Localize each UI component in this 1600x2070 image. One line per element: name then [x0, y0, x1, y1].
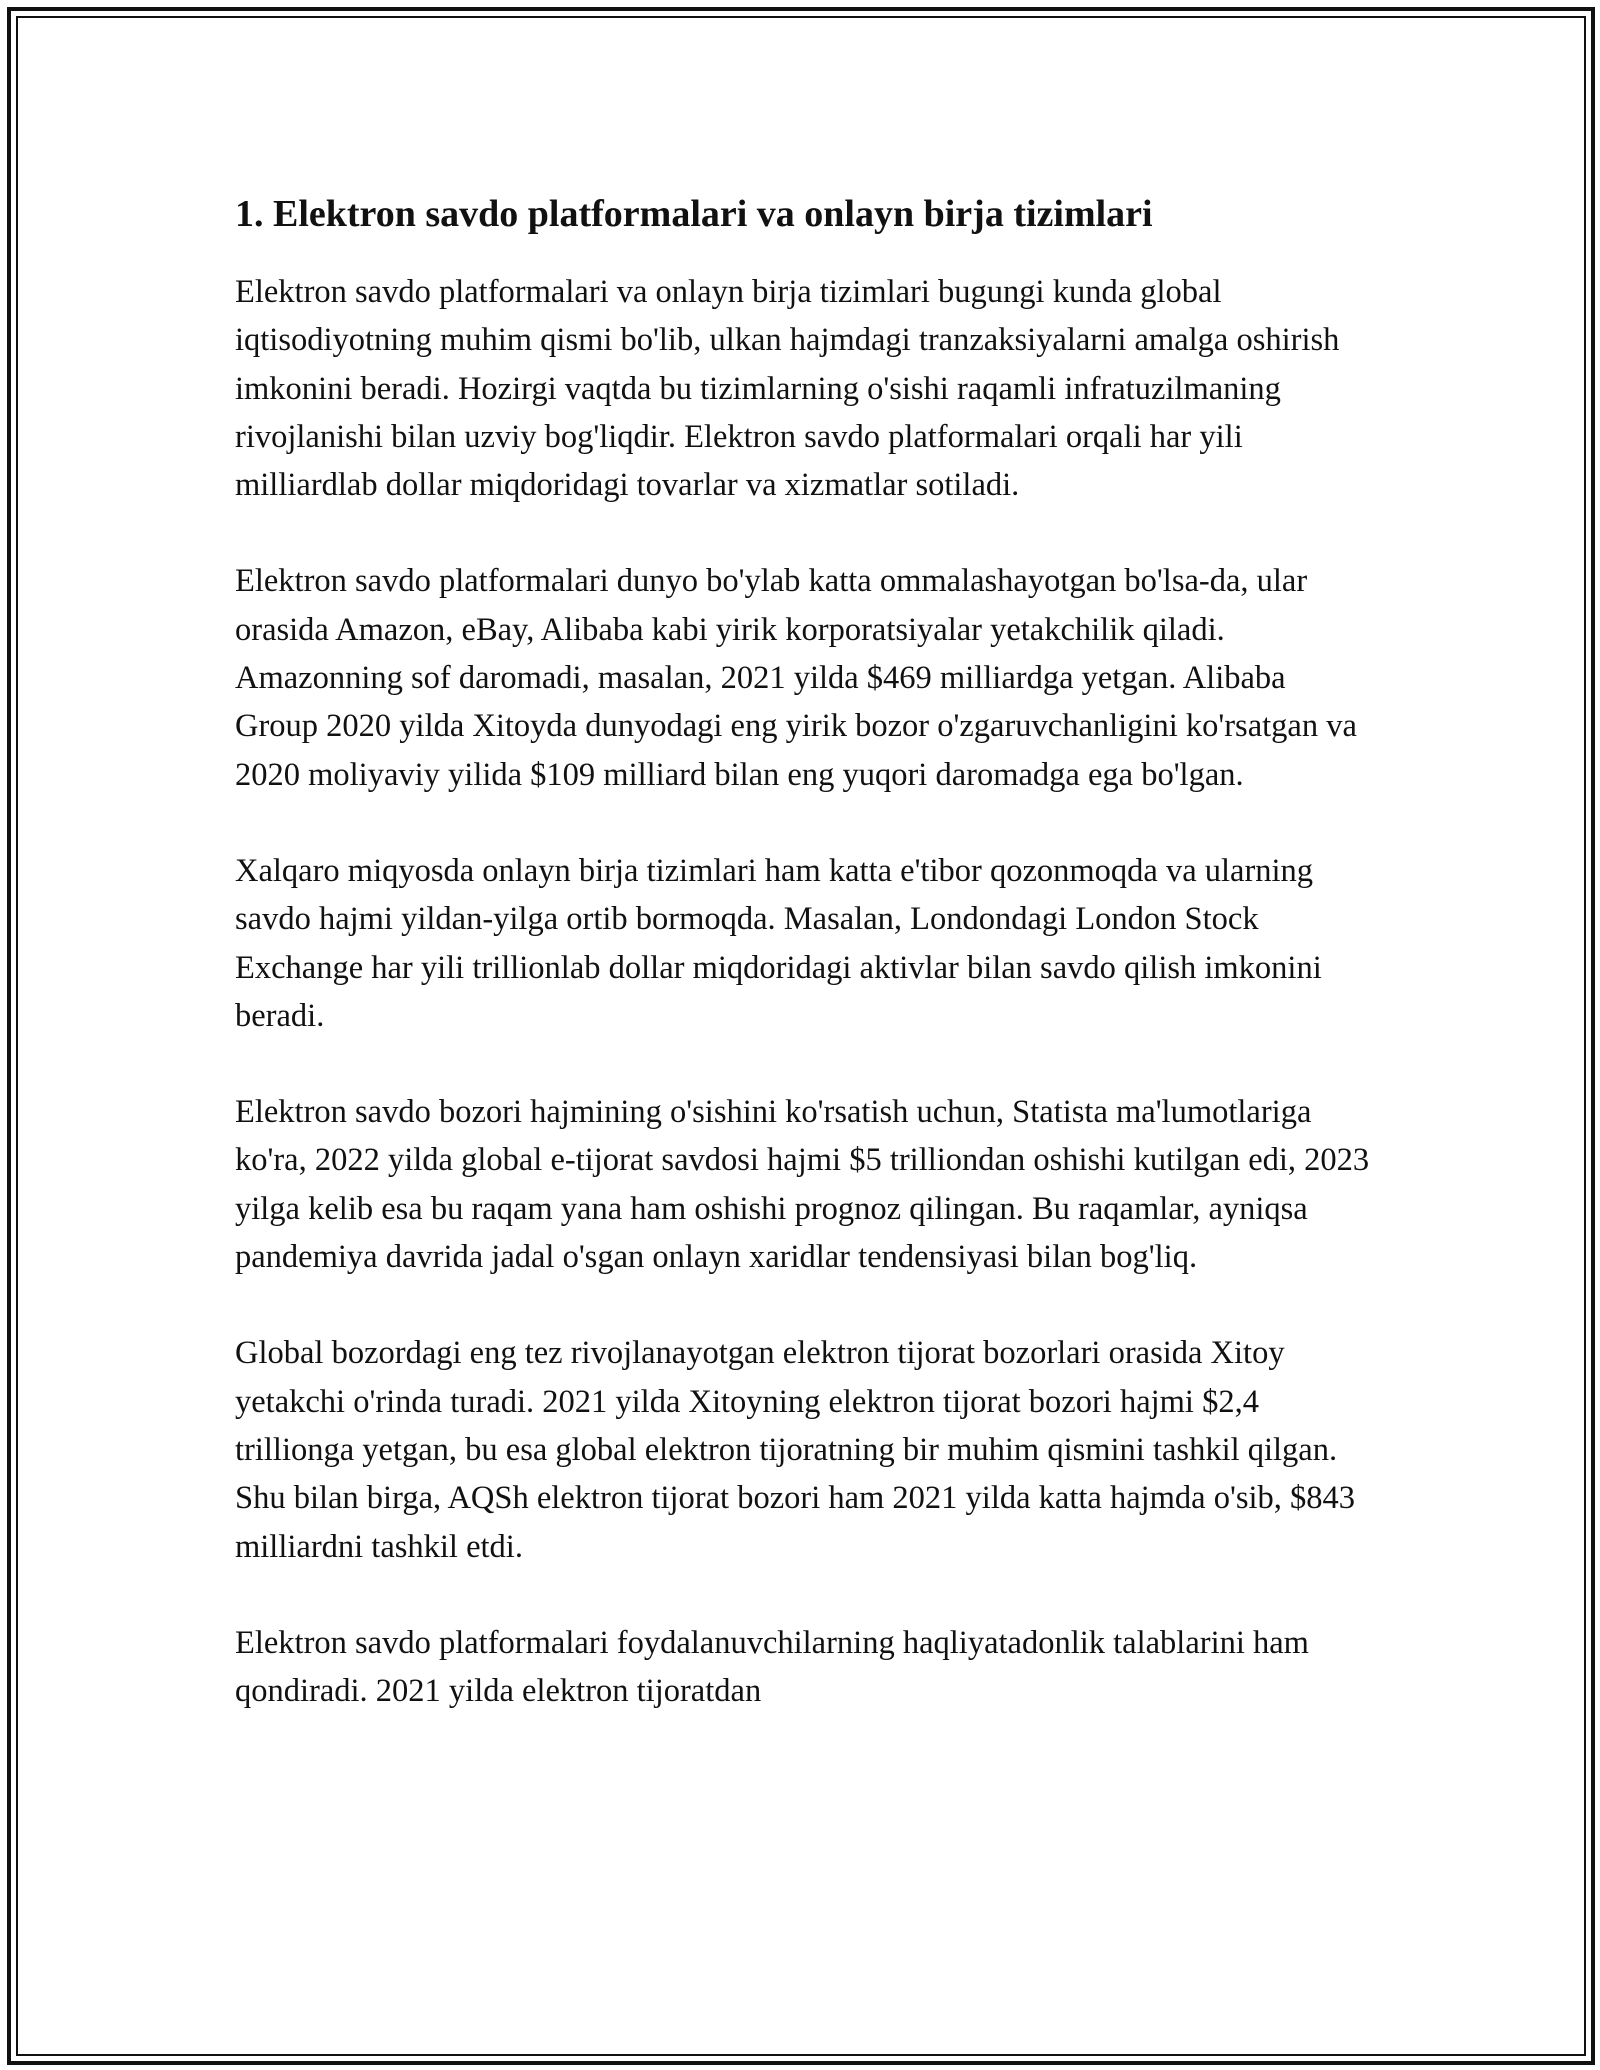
- document-body: [235, 188, 1370, 1763]
- paragraph-4: Elektron savdo bozori hajmining o'sishini ko'rsatish uchun, Statista ma'lumotlariga ko'ra, 2022 yilda global e-tijorat savdosi hajmi $5 trilliondan oshishi kutilgan edi, 2023 yilga kelib esa bu raqam yana ham oshishi prognoz qilingan. Bu raqamlar, ayniqsa pandemiya davrida jadal o'sgan onlayn xaridlar tendensiyasi bilan bog'liq.: [235, 1094, 1370, 1276]
- paragraph-6: Elektron savdo platformalari foydalanuvchilarning haqliyatadonlik talablarini ham qondiradi. 2021 yilda elektron tijoratdan: [235, 1624, 1309, 1710]
- paragraph-3: Xalqaro miqyosda onlayn birja tizimlari ham katta e'tibor qozonmoqda va ularning savdo hajmi yildan-yilga ortib bormoqda. Masalan, Londondagi London Stock Exchange har yili trillionlab dollar miqdoridagi aktivlar bilan savdo qilish imkonini beradi.: [235, 852, 1322, 1034]
- paragraph-5: Global bozordagi eng tez rivojlanayotgan elektron tijorat bozorlari orasida Xitoy yetakchi o'rinda turadi. 2021 yilda Xitoyning elektron tijorat bozori hajmi $2,4 trillionga yetgan, bu esa global elektron tijoratning bir muhim qismini tashkil qilgan. Shu bilan birga, AQSh elektron tijorat bozori ham 2021 yilda katta hajmda o'sib, $843 milliardni tashkil etdi.: [235, 1335, 1356, 1565]
- paragraph-2: Elektron savdo platformalari dunyo bo'ylab katta ommalashayotgan bo'lsa-da, ular orasida Amazon, eBay, Alibaba kabi yirik korporatsiyalar yetakchilik qiladi. Amazonning sof daromadi, masalan, 2021 yilda $469 milliardga yetgan. Alibaba Group 2020 yilda Xitoyda dunyodagi eng yirik bozor o'zgaruvchanligini ko'rsatgan va 2020 moliyaviy yilida $109 milliard bilan eng yuqori daromadga ega bo'lgan.: [235, 563, 1357, 793]
- section-heading: 1. Elektron savdo platformalari va onlayn birja tizimlari: [235, 193, 1153, 235]
- paragraph-1: Elektron savdo platformalari va onlayn birja tizimlari bugungi kunda global iqtisodiyotning muhim qismi bo'lib, ulkan hajmdagi tranzaksiyalarni amalga oshirish imkonini beradi. Hozirgi vaqtda bu tizimlarning o'sishi raqamli infratuzilmaning rivojlanishi bilan uzviy bog'liqdir. Elektron savdo platformalari orqali har yili milliardlab dollar miqdoridagi tovarlar va xizmatlar sotiladi.: [235, 274, 1340, 504]
